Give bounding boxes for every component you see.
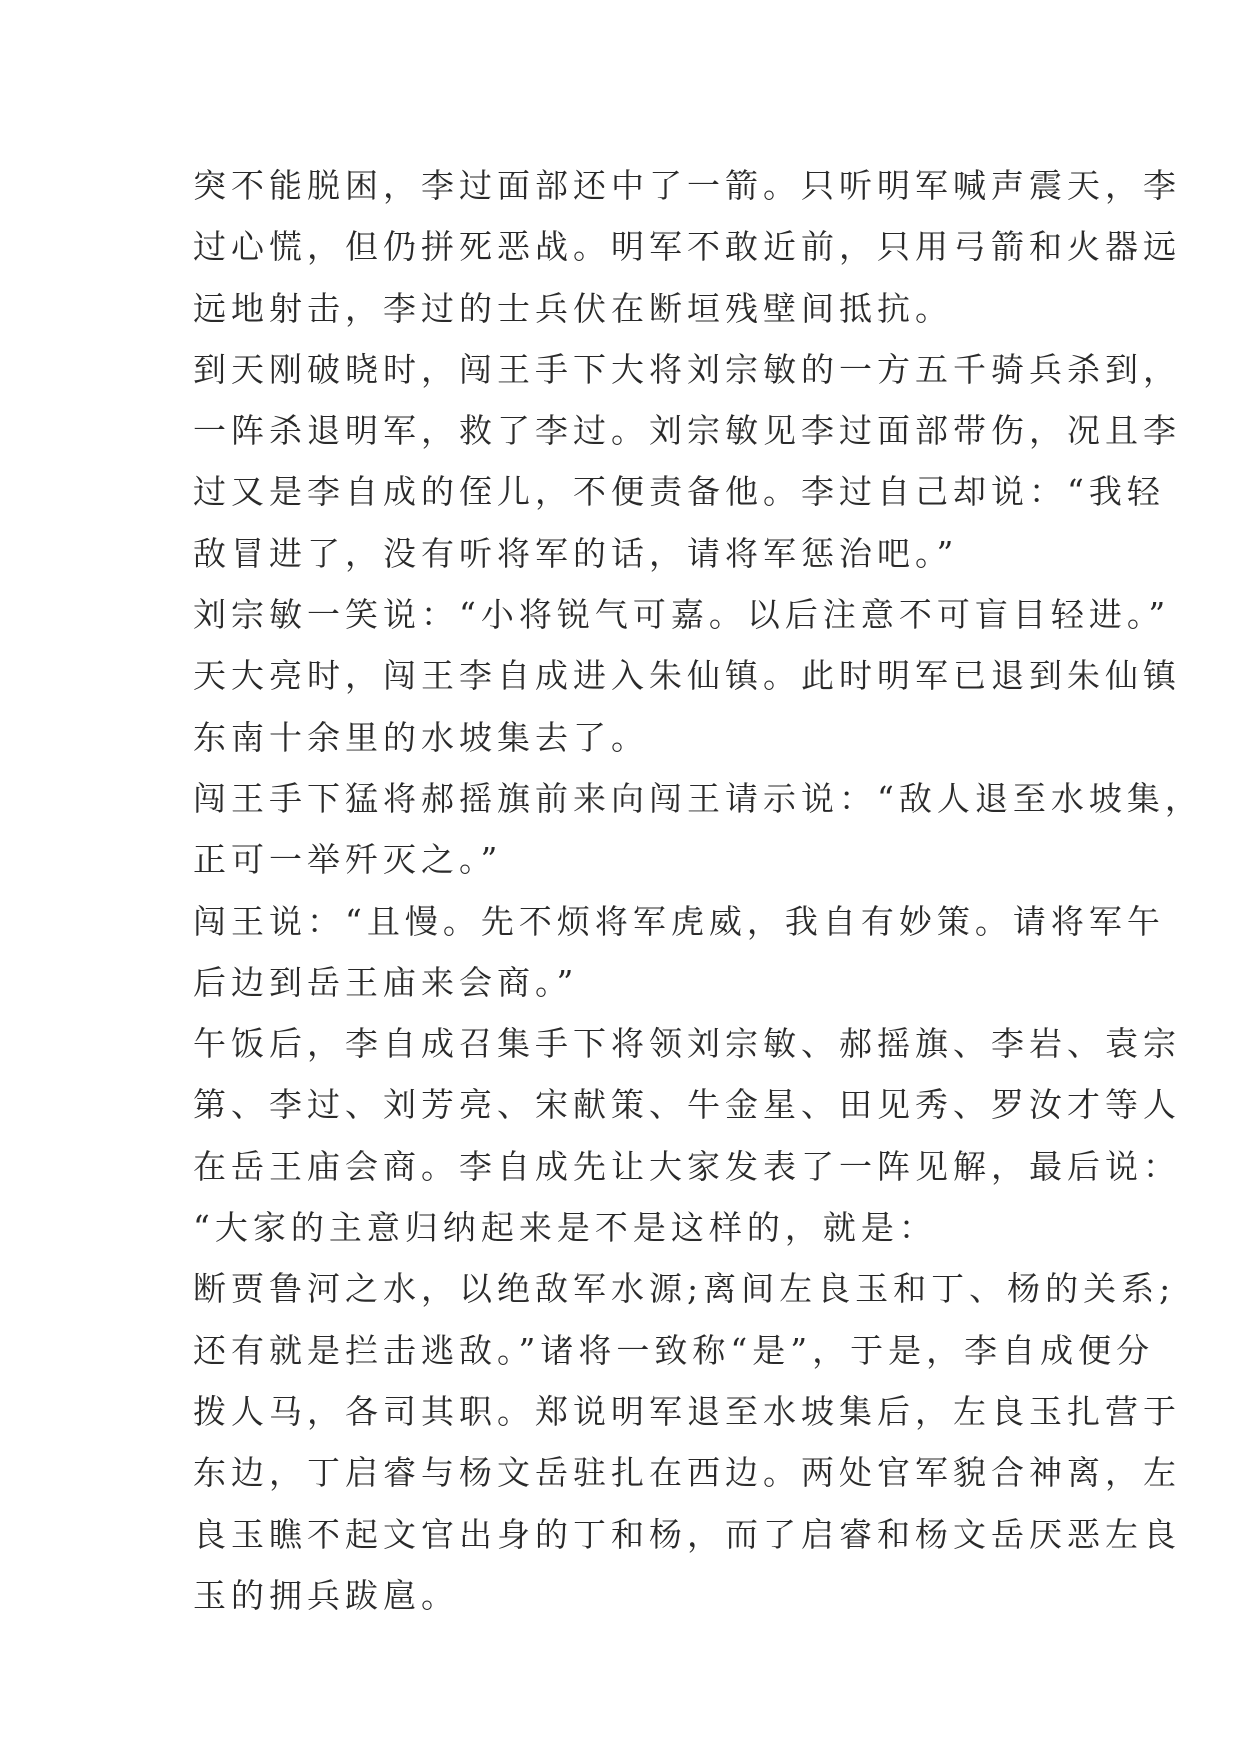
text-line: 突不能脱困，李过面部还中了一箭。只听明军喊声震天，李 [193,166,1181,205]
text-line: 东边，丁启睿与杨文岳驻扎在西边。两处官军貌合神离，左 [193,1453,1181,1493]
text-line: 一阵杀退明军，救了李过。刘宗敏见李过面部带伤，况且李 [193,411,1181,451]
text-line: 过心慌，但仍拼死恶战。明军不敢近前，只用弓箭和火器远 [193,227,1181,267]
text-line: 后边到岳王庙来会商。” [193,962,579,1002]
text-line: 第、李过、刘芳亮、宋献策、牛金星、田见秀、罗汝才等人 [193,1085,1181,1125]
text-line: 过又是李自成的侄儿，不便责备他。李过自己却说：“我轻 [193,472,1165,512]
text-line: 玉的拥兵跋扈。 [193,1575,459,1615]
text-line: 闯王说：“且慢。先不烦将军虎威，我自有妙策。请将军午 [193,901,1165,941]
text-line: 闯王手下猛将郝摇旗前来向闯王请示说：“敌人退至水坡集， [193,778,1203,818]
text-line: 断贾鲁河之水，以绝敌军水源;离间左良玉和丁、杨的关系; [193,1269,1176,1309]
text-line: 东南十余里的水坡集去了。 [193,717,649,757]
text-line: 到天刚破晓时，闯王手下大将刘宗敏的一方五千骑兵杀到， [193,349,1181,389]
text-line: 远地射击，李过的士兵伏在断垣残壁间抵抗。 [193,288,953,328]
text-line: 刘宗敏一笑说：“小将锐气可嘉。以后注意不可盲目轻进。” [193,595,1171,635]
text-line: 拨人马，各司其职。郑说明军退至水坡集后，左良玉扎营于 [193,1391,1181,1431]
text-line: 正可一举歼灭之。” [193,840,503,880]
text-line: 良玉瞧不起文官出身的丁和杨，而了启睿和杨文岳厌恶左良 [193,1514,1181,1554]
text-line: “大家的主意归纳起来是不是这样的，就是： [193,1208,937,1248]
text-line: 敌冒进了，没有听将军的话，请将军惩治吧。” [193,533,959,573]
text-line: 天大亮时，闯王李自成进入朱仙镇。此时明军已退到朱仙镇 [193,656,1181,696]
text-line: 午饭后，李自成召集手下将领刘宗敏、郝摇旗、李岩、袁宗 [193,1024,1181,1064]
text-line: 在岳王庙会商。李自成先让大家发表了一阵见解，最后说： [193,1146,1181,1186]
text-line: 还有就是拦击逃敌。”诸将一致称“是”，于是，李自成便分 [193,1330,1155,1370]
body-text [193,155,1203,1626]
